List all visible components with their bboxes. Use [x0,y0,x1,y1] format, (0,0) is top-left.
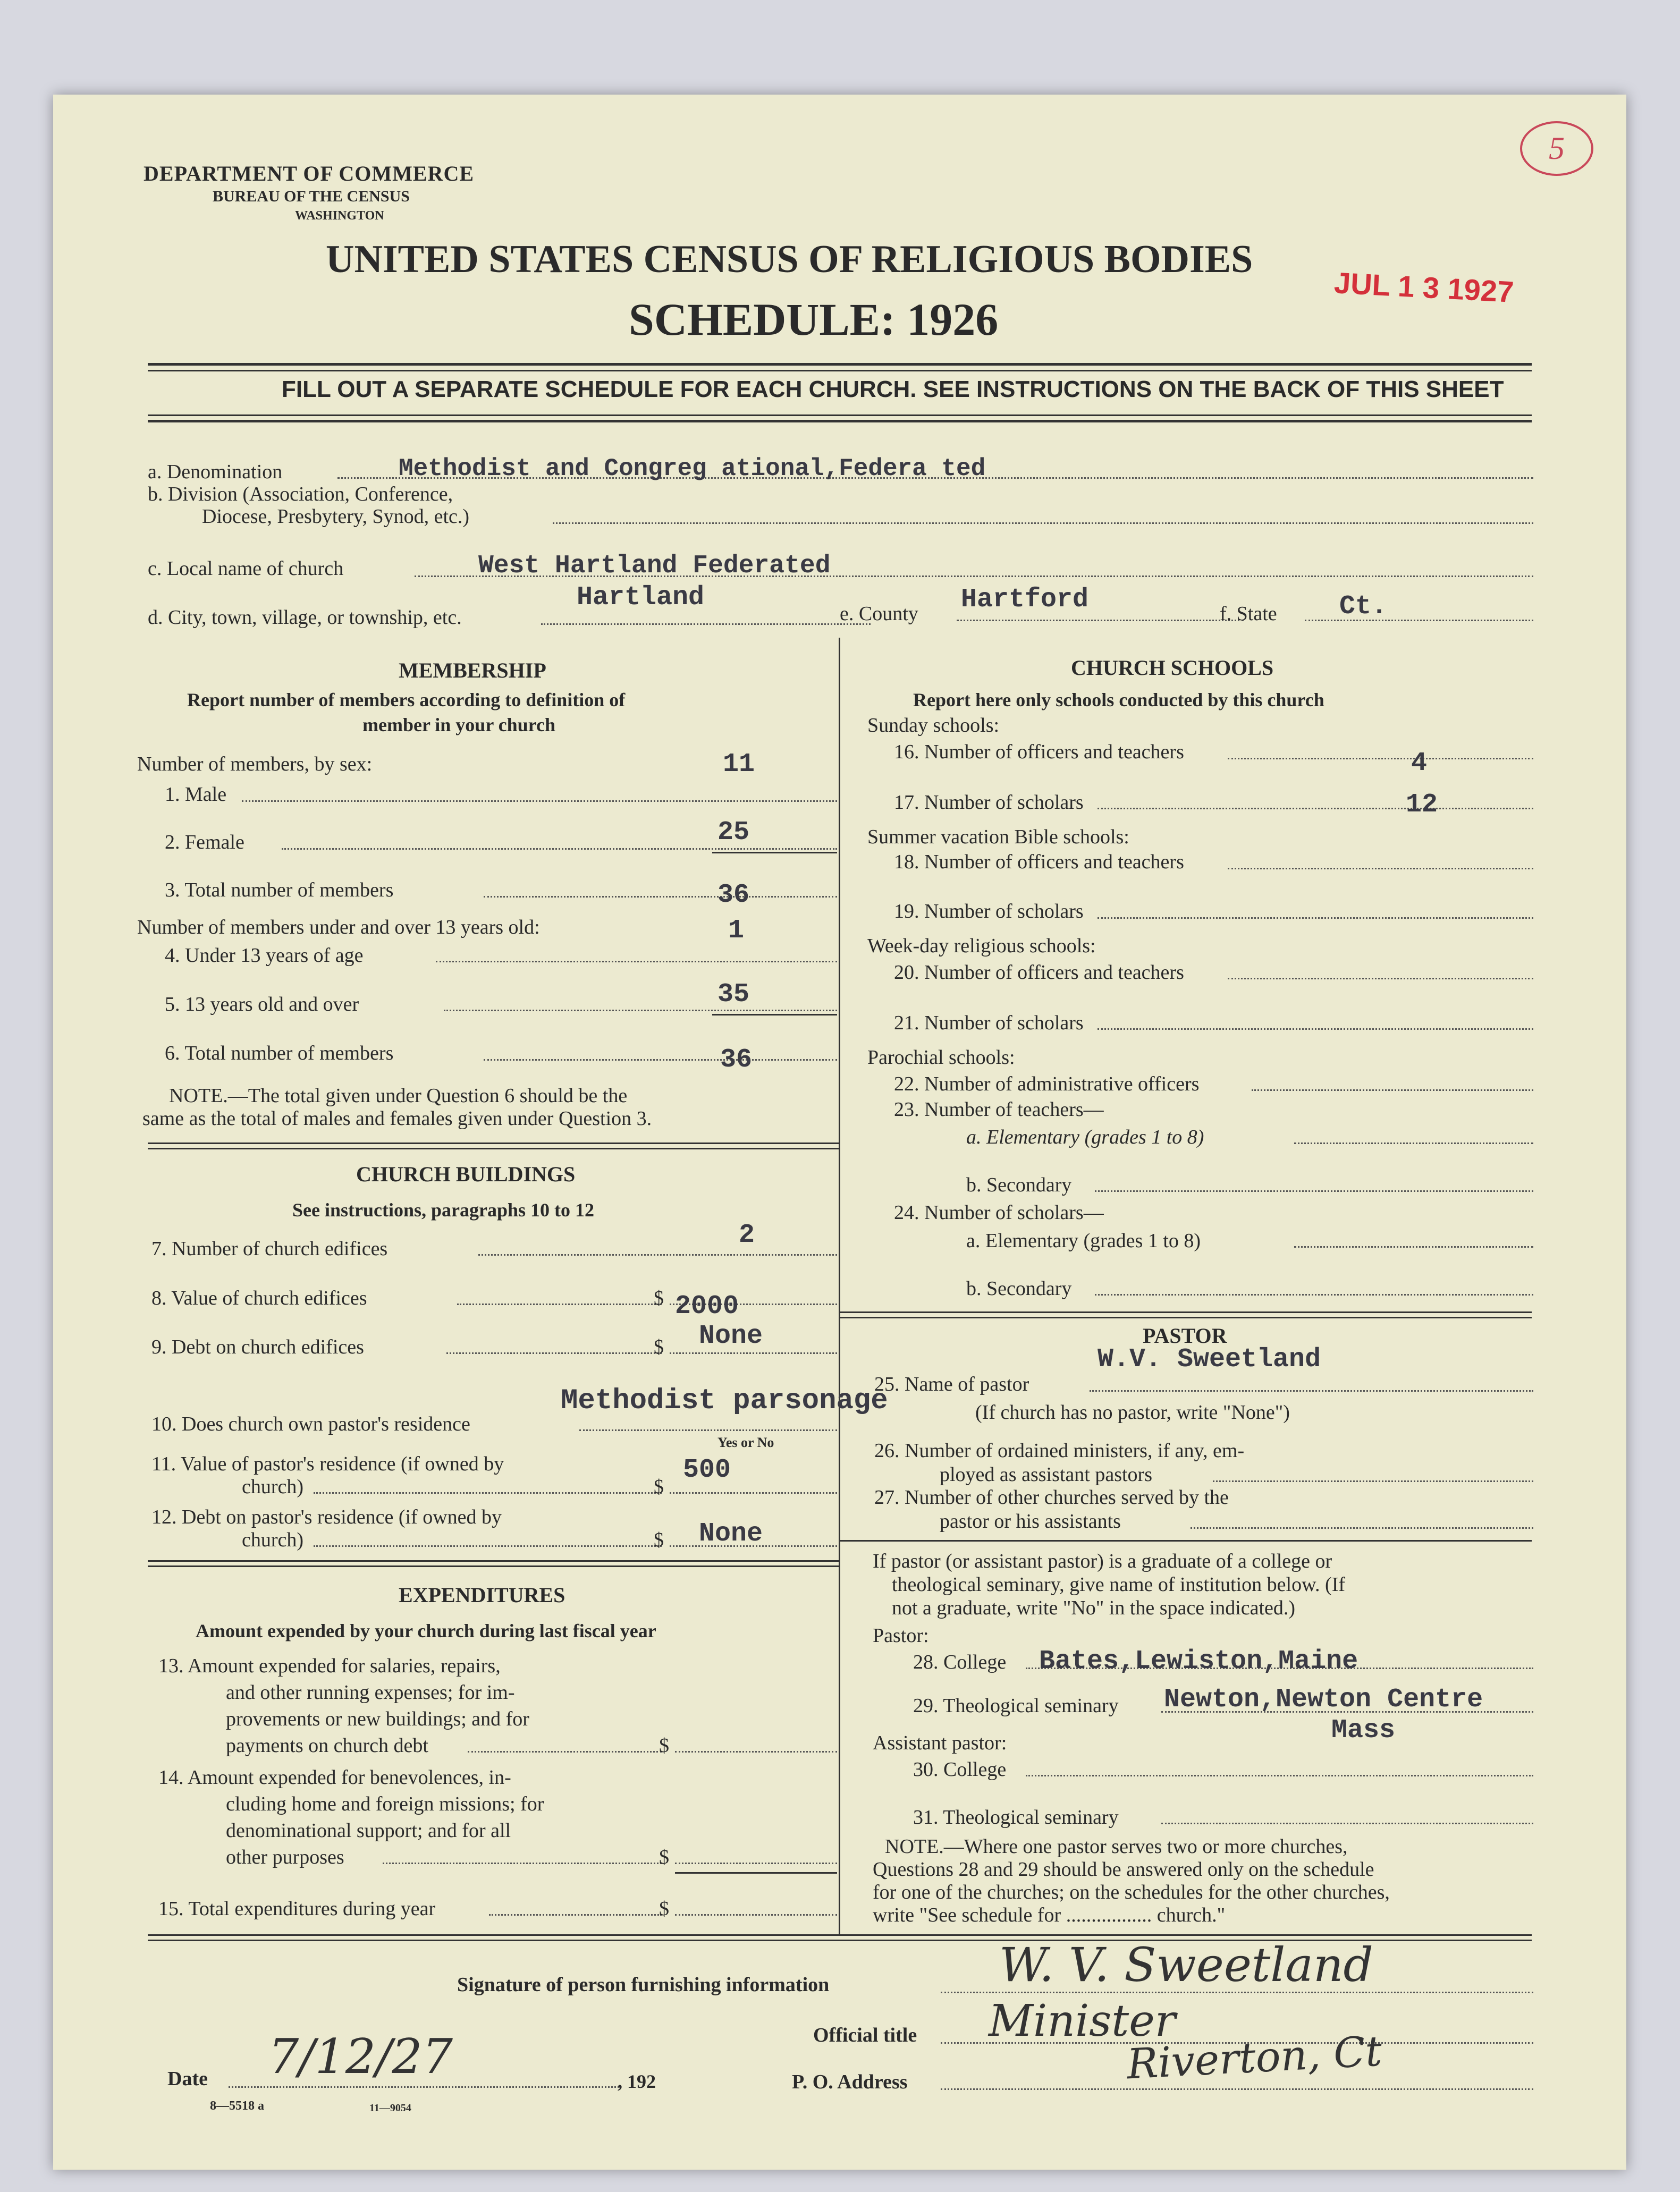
weekday-schools-label: Week-day religious schools: [867,935,1096,957]
q6-total-value: 36 [720,1045,753,1075]
county-label: e. County [840,603,918,625]
q3-total-value: 36 [717,880,750,910]
membership-subheading: Report number of members according to definition of [187,689,626,710]
q13-label-2: and other running expenses; for im- [226,1681,515,1704]
pastor-note-4: write "See schedule for ................. church." [873,1904,1226,1926]
q12-residence-debt-label: 12. Debt on pastor's residence (if owned by [151,1506,502,1528]
q15-line [489,1914,662,1916]
q27-line [1191,1527,1533,1529]
q5-13-and-over-label: 5. 13 years old and over [165,993,359,1015]
q16-label: 16. Number of officers and teachers [894,741,1184,763]
q13-line [468,1751,662,1753]
q3-line [484,896,837,898]
q5-13-and-over-value: 35 [717,979,750,1010]
q23-label: 23. Number of teachers— [894,1098,1104,1121]
q20-line [1228,978,1533,979]
official-title-value: Minister [989,1996,1176,2046]
q24a-label: a. Elementary (grades 1 to 8) [966,1230,1201,1252]
q26-line [1213,1480,1533,1482]
official-title-label: Official title [813,2024,917,2046]
footer-rule [148,1934,1532,1936]
q19-label: 19. Number of scholars [894,900,1084,922]
denomination-label: a. Denomination [148,461,283,483]
q10-residence-value: Methodist parsonage [561,1385,888,1417]
date-value: 7/12/27 [268,2029,453,2085]
county-value: Hartford [961,585,1089,615]
local-name-label: c. Local name of church [148,557,344,580]
received-date-stamp: JUL 1 3 1927 [1333,266,1515,309]
form-title: UNITED STATES CENSUS OF RELIGIOUS BODIES [326,238,1253,281]
division-line [553,522,1533,524]
q24b-label: b. Secondary [966,1277,1072,1300]
q15-amount-line [675,1914,837,1916]
q9-debt-value: None [699,1321,763,1351]
header-rule-top [148,363,1532,366]
q26-label-2: ployed as assistant pastors [940,1463,1153,1486]
q24-label: 24. Number of scholars— [894,1201,1104,1224]
buildings-rule-2 [148,1565,839,1567]
graduate-instruction-2: theological seminary, give name of institution below. (If [892,1573,1346,1596]
q17-value: 12 [1406,790,1438,820]
q28-label: 28. College [913,1651,1007,1673]
q21-line [1098,1028,1533,1030]
membership-rule-2 [148,1148,839,1149]
q3-total-label: 3. Total number of members [165,879,394,901]
date-year-prefix: , 192 [618,2071,656,2092]
signature-label: Signature of person furnishing information [457,1974,830,1996]
q24b-line [1095,1294,1533,1296]
q17-label: 17. Number of scholars [894,791,1084,814]
form-number: 8—5518 a [210,2099,264,2113]
q5-sum-rule [712,1014,837,1015]
city-line [541,623,871,625]
q29-seminary-value-2: Mass [1331,1715,1396,1746]
po-address-line [941,2088,1533,2090]
q11-residence-value-label: 11. Value of pastor's residence (if owned by [151,1453,504,1475]
q31-line [1161,1823,1533,1824]
schedule-title: SCHEDULE: 1926 [629,294,999,345]
q10-residence-label: 10. Does church own pastor's residence [151,1413,470,1435]
print-number: 11—9054 [369,2102,411,2114]
department-name: DEPARTMENT OF COMMERCE [143,162,475,185]
q27-label: 27. Number of other churches served by the [874,1486,1229,1509]
column-divider [839,638,840,1934]
q23a-label: a. Elementary (grades 1 to 8) [966,1126,1204,1148]
members-by-sex-label: Number of members, by sex: [137,753,373,775]
q25-hint: (If church has no pastor, write "None") [975,1401,1290,1424]
city-label: d. City, town, village, or township, etc. [148,606,462,629]
header-rule-bottom-2 [148,420,1532,422]
q24a-line [1294,1246,1533,1248]
q9-line [446,1352,662,1354]
membership-note: NOTE.—The total given under Question 6 should be the [169,1085,628,1107]
assistant-pastor-subheading: Assistant pastor: [873,1732,1007,1754]
q19-line [1098,917,1533,919]
date-line [229,2086,619,2088]
q8-value-value: 2000 [675,1291,739,1322]
q1-male-label: 1. Male [165,783,227,806]
buildings-subheading: See instructions, paragraphs 10 to 12 [292,1199,595,1221]
q1-male-value: 11 [723,749,755,780]
q7-line [478,1254,837,1256]
q23a-line [1294,1142,1533,1144]
buildings-rule [148,1560,839,1562]
membership-heading: MEMBERSHIP [399,658,546,682]
q13-label: 13. Amount expended for salaries, repairs, [158,1655,501,1677]
summer-schools-label: Summer vacation Bible schools: [867,826,1129,848]
po-address-label: P. O. Address [792,2071,908,2093]
q8-value-label: 8. Value of church edifices [151,1287,367,1309]
q11-residence-value: 500 [683,1455,731,1485]
q26-label: 26. Number of ordained ministers, if any, em- [874,1440,1245,1462]
q2-sum-rule [712,852,837,853]
membership-rule [148,1142,839,1144]
expenditures-subheading: Amount expended by your church during last fiscal year [196,1620,656,1641]
q2-female-label: 2. Female [165,831,244,853]
signature-value: W. V. Sweetland [999,1937,1373,1992]
schools-rule-2 [839,1317,1532,1318]
q14-amount-line [675,1863,837,1864]
yes-no-hint: Yes or No [717,1435,774,1450]
q13-label-4: payments on church debt [226,1734,428,1757]
q14-sum-rule [675,1872,837,1874]
header-rule-top-2 [148,370,1532,371]
q11-amount-line [670,1492,837,1494]
q23b-label: b. Secondary [966,1174,1072,1196]
local-name-value: West Hartland Federated [478,552,831,580]
q9-amount-line [670,1352,837,1354]
q29-label: 29. Theological seminary [913,1695,1119,1717]
q15-label: 15. Total expenditures during year [158,1898,436,1920]
pastor-heading: PASTOR [1143,1324,1227,1348]
q8-line [457,1304,662,1305]
po-address-value: Riverton, Ct [1125,2027,1383,2089]
pastor-note-2: Questions 28 and 29 should be answered only on the schedule [873,1858,1374,1881]
q14-dollar-sign: $ [659,1846,669,1868]
q27-label-2: pastor or his assistants [940,1510,1121,1533]
pastor-subheading: Pastor: [873,1624,929,1647]
q22-line [1252,1089,1533,1091]
q5-line [444,1010,837,1011]
instruction-banner: FILL OUT A SEPARATE SCHEDULE FOR EACH CHURCH. SEE INSTRUCTIONS ON THE BACK OF THIS SHEET [282,376,1504,402]
q14-label-2: cluding home and foreign missions; for [226,1793,544,1815]
q9-dollar-sign: $ [654,1336,664,1358]
q31-label: 31. Theological seminary [913,1806,1119,1829]
q2-line [282,848,837,850]
q21-label: 21. Number of scholars [894,1012,1084,1034]
pastor-note-3: for one of the churches; on the schedules for the other churches, [873,1881,1390,1903]
bureau-name: BUREAU OF THE CENSUS [213,188,410,205]
q11-line [314,1492,662,1494]
q12-residence-debt-label-2: church) [242,1529,304,1551]
membership-note-2: same as the total of males and females given under Question 3. [142,1107,652,1130]
q14-label: 14. Amount expended for benevolences, in- [158,1766,511,1789]
expenditures-heading: EXPENDITURES [399,1583,565,1607]
q9-debt-label: 9. Debt on church edifices [151,1336,364,1358]
q11-residence-value-label-2: church) [242,1476,304,1498]
pastor-note: NOTE.—Where one pastor serves two or more churches, [885,1835,1348,1858]
graduate-instruction: If pastor (or assistant pastor) is a graduate of a college or [873,1550,1332,1572]
q4-line [436,961,837,962]
q18-line [1228,868,1533,869]
q14-label-3: denominational support; and for all [226,1819,511,1842]
q13-label-3: provements or new buildings; and for [226,1708,529,1730]
q12-line [314,1545,662,1547]
q2-female-value: 25 [717,817,750,848]
county-line [957,620,1244,621]
schools-rule [839,1311,1532,1313]
q25-line [1090,1390,1533,1392]
parochial-schools-label: Parochial schools: [867,1046,1015,1069]
q17-line [1098,808,1533,809]
q6-total-label: 6. Total number of members [165,1042,394,1064]
q23b-line [1095,1190,1533,1192]
buildings-heading: CHURCH BUILDINGS [356,1162,576,1186]
division-label-2: Diocese, Presbytery, Synod, etc.) [202,505,470,528]
schools-subheading: Report here only schools conducted by this church [913,689,1324,710]
q7-edifices-label: 7. Number of church edifices [151,1238,388,1260]
q22-label: 22. Number of administrative officers [894,1073,1200,1095]
q1-line [242,800,837,802]
q14-line [383,1863,662,1864]
denomination-value: Methodist and Congreg ational,Federa ted [399,455,986,483]
q4-under-13-value: 1 [728,916,745,946]
q10-line [579,1429,837,1431]
q25-label: 25. Name of pastor [874,1373,1029,1395]
state-label: f. State [1220,603,1277,625]
q14-label-4: other purposes [226,1846,344,1868]
date-label: Date [167,2068,208,2090]
q11-dollar-sign: $ [654,1476,664,1498]
circled-number [1520,121,1593,176]
header-rule-bottom [148,414,1532,416]
division-label: b. Division (Association, Conference, [148,483,453,505]
graduate-instruction-3: not a graduate, write "No" in the space indicated.) [892,1597,1296,1619]
q12-residence-debt-value: None [699,1519,763,1549]
q16-value: 4 [1411,748,1428,778]
q8-dollar-sign: $ [654,1287,664,1309]
q12-dollar-sign: $ [654,1529,664,1551]
membership-subheading-2: member in your church [362,714,556,735]
q30-line [1026,1775,1533,1776]
state-value: Ct. [1339,591,1388,622]
city-value: Hartland [577,582,705,613]
city-name: WASHINGTON [295,209,384,223]
pastor-rule [839,1540,1532,1542]
q15-dollar-sign: $ [659,1898,669,1920]
circled-number-text: 5 [1549,131,1565,166]
q25-pastor-name-value: W.V. Sweetland [1098,1344,1321,1375]
q28-college-value: Bates,Lewiston,Maine [1039,1646,1358,1677]
q16-line [1228,758,1533,759]
census-form-sheet [53,95,1626,2170]
sunday-schools-label: Sunday schools: [867,714,1000,737]
q29-seminary-value: Newton,Newton Centre [1164,1685,1483,1715]
q18-label: 18. Number of officers and teachers [894,851,1184,873]
q13-dollar-sign: $ [659,1734,669,1757]
members-by-age-label: Number of members under and over 13 years old: [137,916,540,938]
q20-label: 20. Number of officers and teachers [894,961,1184,984]
q13-amount-line [675,1751,837,1753]
q7-edifices-value: 2 [739,1220,755,1250]
q6-line [484,1059,837,1061]
q30-label: 30. College [913,1758,1007,1781]
schools-heading: CHURCH SCHOOLS [1071,656,1274,680]
q4-under-13-label: 4. Under 13 years of age [165,944,364,967]
